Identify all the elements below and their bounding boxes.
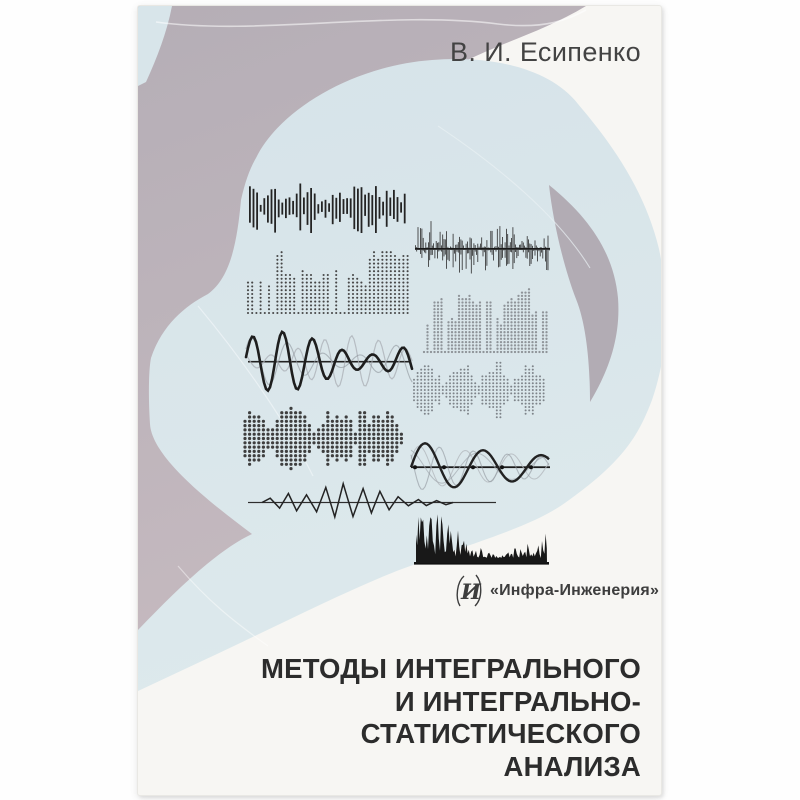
- title-line: МЕТОДЫ ИНТЕГРАЛЬНОГО: [261, 653, 641, 684]
- title-line: И ИНТЕГРАЛЬНО-: [394, 685, 641, 717]
- dot-envelope-dark: [243, 407, 403, 470]
- noise-signal-with-axis: [415, 221, 550, 273]
- damped-sines: [411, 443, 550, 489]
- author-name: В. И. Есипенко: [450, 37, 641, 67]
- dot-envelope-light: [413, 362, 545, 418]
- sine-waves: [246, 332, 412, 391]
- zigzag-wavelet: [248, 484, 496, 517]
- title-line: СТАТИСТИЧЕСКОГО: [360, 718, 641, 749]
- publisher-logo-letter: И: [461, 579, 481, 604]
- dot-histogram-light: [423, 288, 548, 353]
- publisher-logo-icon: [452, 573, 486, 609]
- dot-histogram-dark: [247, 251, 409, 314]
- title-line: АНАЛИЗА: [503, 750, 641, 782]
- publisher-line: [452, 573, 659, 609]
- barcode-waveform: [249, 184, 406, 234]
- spiky-spectrum: [414, 514, 549, 564]
- book-title: [261, 653, 641, 783]
- publisher-name: «Инфра-Инженерия»: [490, 582, 660, 599]
- book-cover: [137, 5, 662, 796]
